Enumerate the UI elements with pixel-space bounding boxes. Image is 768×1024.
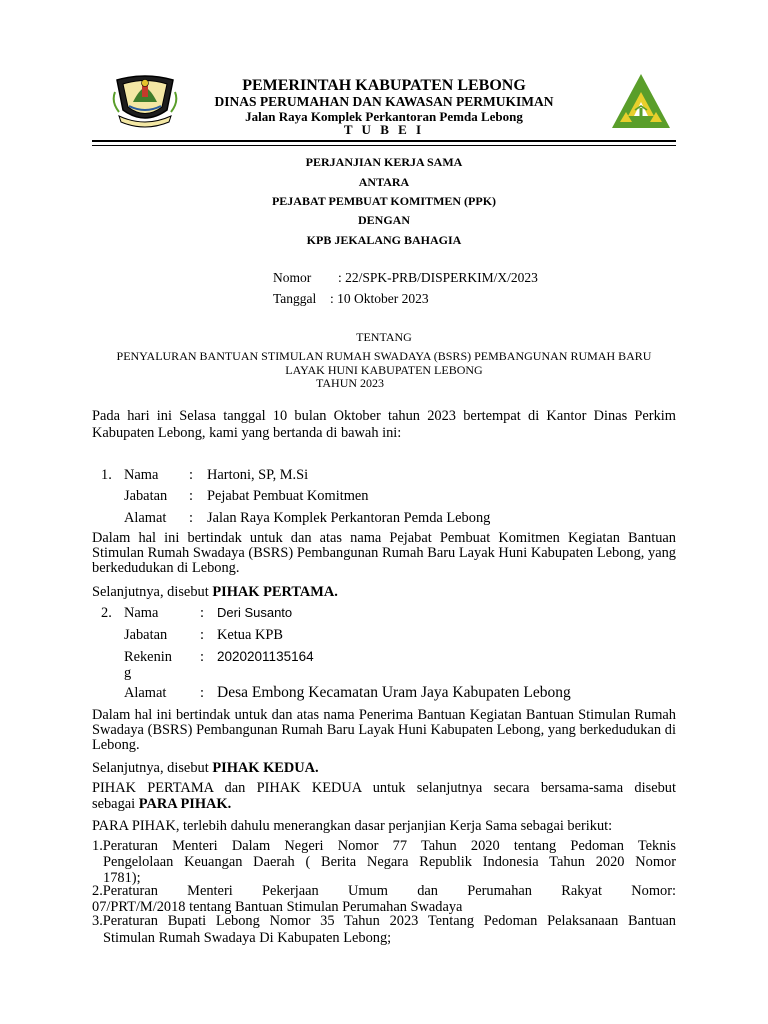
party1-alamat-label: Alamat bbox=[124, 510, 167, 526]
nomor-value: : 22/SPK-PRB/DISPERKIM/X/2023 bbox=[338, 270, 538, 285]
party1-alamat: Jalan Raya Komplek Perkantoran Pemda Lebong bbox=[207, 510, 491, 526]
party2-jabatan-colon: : bbox=[200, 627, 204, 643]
party1-called-prefix: Selanjutnya, disebut bbox=[92, 584, 213, 600]
party1-jabatan-colon: : bbox=[189, 488, 193, 504]
party2-rekening-colon: : bbox=[200, 649, 204, 665]
tanggal-value: : 10 Oktober 2023 bbox=[330, 291, 429, 306]
header-agency: DINAS PERUMAHAN DAN KAWASAN PERMUKIMAN bbox=[214, 94, 554, 109]
party2-alamat: Desa Embong Kecamatan Uram Jaya Kabupaten Lebong bbox=[217, 684, 571, 701]
party2-description: Dalam hal ini bertindak untuk dan atas nama Penerima Bantuan Kegiatan Bantuan Stimulan Rumah Swadaya (BSRS) Pembangunan Rumah Baru Layak Huni Kabupaten Lebong, yang berkedudukan di Lebong. bbox=[92, 707, 676, 753]
header-rule-thick bbox=[92, 140, 676, 142]
basis-2-line-1: 2.Peraturan Menteri Pekerjaan Umum dan Perumahan Rakyat Nomor: bbox=[92, 883, 676, 899]
party1-jabatan-label: Jabatan bbox=[124, 488, 168, 504]
party1-alamat-colon: : bbox=[189, 510, 193, 526]
title-line-1: PERJANJIAN KERJA SAMA bbox=[305, 155, 463, 169]
title-line-3: PEJABAT PEMBUAT KOMITMEN (PPK) bbox=[271, 194, 497, 208]
basis-1-line-3: 1781); bbox=[103, 870, 141, 886]
party2-rekening-label: Rekenin bbox=[124, 649, 172, 665]
housing-agency-triangle-icon bbox=[610, 72, 672, 130]
together-line-1: PIHAK PERTAMA dan PIHAK KEDUA untuk selanjutnya secara bersama-sama disebut bbox=[92, 780, 676, 796]
party1-description: Dalam hal ini bertindak untuk dan atas nama Pejabat Pembuat Komitmen Kegiatan Bantuan Stimulan Rumah Swadaya (BSRS) Pembangunan Rumah Baru Layak Huni Kabupaten Lebong, yang berkedudukan di Lebong. bbox=[92, 530, 676, 576]
party2-jabatan-label: Jabatan bbox=[124, 627, 168, 643]
party2-alamat-colon: : bbox=[200, 685, 204, 701]
party1-called-name: PIHAK PERTAMA. bbox=[212, 584, 338, 600]
party2-called-name: PIHAK KEDUA. bbox=[212, 760, 319, 776]
party2-jabatan: Ketua KPB bbox=[217, 627, 283, 643]
basis-intro: PARA PIHAK, terlebih dahulu menerangkan dasar perjanjian Kerja Sama sebagai berikut: bbox=[92, 818, 613, 834]
title-line-5: KPB JEKALANG BAHAGIA bbox=[306, 233, 462, 247]
together-line-2 bbox=[92, 796, 231, 813]
party1-nama: Hartoni, SP, M.Si bbox=[207, 467, 309, 483]
party2-called bbox=[92, 760, 319, 777]
basis-2-line-2: 07/PRT/M/2018 tentang Bantuan Stimulan Perumahan Swadaya bbox=[92, 899, 463, 915]
nomor-label: Nomor bbox=[273, 270, 312, 285]
header-government: PEMERINTAH KABUPATEN LEBONG bbox=[242, 77, 526, 94]
party2-nama-label: Nama bbox=[124, 605, 159, 621]
basis-3-line-1: 3.Peraturan Bupati Lebong Nomor 35 Tahun 2023 Tentang Pedoman Pelaksanaan Bantuan bbox=[92, 913, 676, 929]
party2-number: 2. bbox=[101, 605, 112, 621]
subject-line-2: LAYAK HUNI KABUPATEN LEBONG bbox=[285, 363, 483, 377]
title-line-4: DENGAN bbox=[357, 213, 410, 227]
party1-nama-colon: : bbox=[189, 467, 193, 483]
party2-rekening: 2020201135164 bbox=[217, 649, 314, 664]
party1-nama-label: Nama bbox=[124, 467, 159, 483]
tentang-heading: TENTANG bbox=[356, 330, 412, 344]
party2-nama-colon: : bbox=[200, 605, 204, 621]
intro-paragraph: Pada hari ini Selasa tanggal 10 bulan Oktober tahun 2023 bertempat di Kantor Dinas Perkim Kabupaten Lebong, kami yang bertanda di bawah ini: bbox=[92, 408, 676, 441]
party1-called bbox=[92, 584, 338, 601]
header-city: T U B E I bbox=[343, 122, 425, 137]
basis-1-line-1: 1.Peraturan Menteri Dalam Negeri Nomor 77 Tahun 2020 tentang Pedoman Teknis bbox=[92, 838, 676, 854]
party1-jabatan: Pejabat Pembuat Komitmen bbox=[207, 488, 369, 504]
tanggal-label: Tanggal bbox=[273, 291, 317, 306]
together-prefix: sebagai bbox=[92, 796, 139, 812]
subject-line-3: TAHUN 2023 bbox=[316, 376, 385, 390]
party1-number: 1. bbox=[101, 467, 112, 483]
party2-nama: Deri Susanto bbox=[217, 605, 293, 620]
subject-line-1: PENYALURAN BANTUAN STIMULAN RUMAH SWADAYA (BSRS) PEMBANGUNAN RUMAH BARU bbox=[116, 349, 652, 363]
party2-alamat-label: Alamat bbox=[124, 685, 167, 701]
basis-3-line-2: Stimulan Rumah Swadaya Di Kabupaten Lebong; bbox=[103, 930, 392, 946]
header-address: Jalan Raya Komplek Perkantoran Pemda Lebong bbox=[245, 109, 523, 124]
header-rule-thin bbox=[92, 145, 676, 146]
basis-1-line-2: Pengelolaan Keuangan Daerah ( Berita Negara Republik Indonesia Tahun 2020 Nomor bbox=[103, 854, 676, 870]
together-para-pihak: PARA PIHAK. bbox=[138, 796, 232, 812]
title-line-2: ANTARA bbox=[358, 175, 410, 189]
party2-called-prefix: Selanjutnya, disebut bbox=[92, 760, 213, 776]
party2-rekening-label-wrap: g bbox=[124, 665, 132, 681]
